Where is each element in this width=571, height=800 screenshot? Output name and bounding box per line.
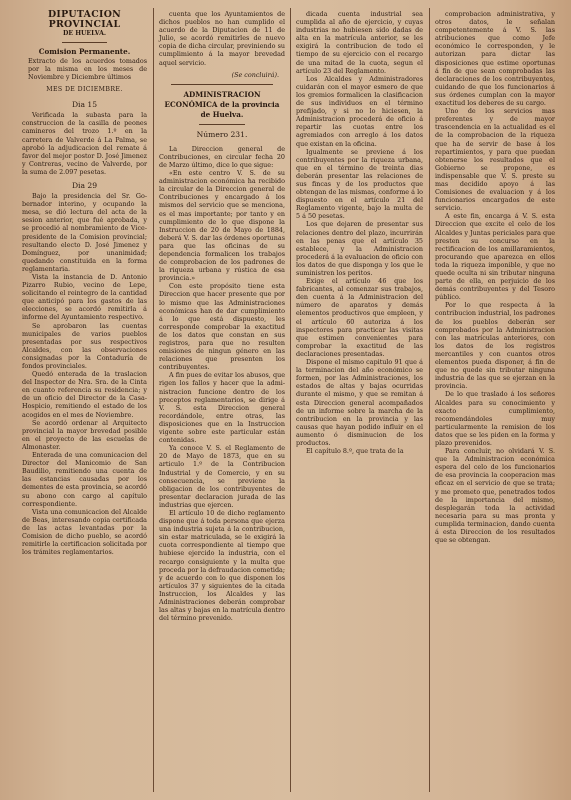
paragraph: Con este propósito tiene esta Direccion que hacer presente que por lo mismo que las Administraciones económicas han de dar cumplimiento á lo que está dispuesto, les corresponde comprobar la exactitud de los datos que constan en sus registros, para que no resulten omisiones de ningun género en las relaciones que presenten los contribuyentes.: [159, 282, 285, 372]
paragraph: Por lo que respecta á la contribucion industrial, los padrones de los pueblos deberán ser comprobados por la Administracion con las matrículas anteriores, con los datos de los registros mercantiles y con cuantos otros elementos pueda disponer, á fin de que no quede sin tributar ninguna industria de las que se ejerzan en la provincia.: [435, 301, 555, 391]
diputacion-title: DIPUTACION PROVINCIAL: [47, 10, 122, 30]
divider: [171, 84, 273, 85]
notice-number: Número 231.: [196, 129, 248, 139]
column-divider: [153, 8, 154, 792]
paragraph: Quedó enterada de la traslacion del Inspector de Nra. Sra. de la Cinta en cuanto referencia su residencia; y de un oficio del Director de la Casa-Hospicio, remitiendo el estado de los acogidos en el mes de Noviembre.: [22, 370, 147, 419]
column-divider: [290, 8, 291, 792]
paragraph: «En este centro V. S. de su administracion económica ha recibido la circular de la Direccion general de Contribuciones y encargado á los mismos del servicio que se menciona, es el mas importante; por tanto y en cumplimiento de lo que dispone la Instruccion de 20 de Mayo de 1884, deberá V. S. dar las órdenes oportunas para que las oficinas de su dependencia formalicen los trabajos de comprobacion de los padrones de la riqueza urbana y rústica de esa provincia.»: [159, 169, 285, 283]
paragraph: La Direccion general de Contribuciones, en circular fecha 20 de Marzo último, dice lo que sigue:: [159, 144, 285, 169]
paragraph: dicada cuenta industrial sea cumplida al año de ejercicio, y cuyas industrias no hubiesen sido dadas de alta en la matrícula anterior, se les exigirá la contribucion de todo el tiempo de su ejercicio con el recargo de una mitad de la cuota, segun el artículo 23 del Reglamento.: [296, 10, 423, 75]
continue-note: (Se concluirá).: [231, 70, 279, 79]
paragraph: Dispone el mismo capitulo 91 que á la terminacion del año económico se formen, por las Administraciones, los estados de altas y bajas ocurridas durante el mismo, y que se remitan á esta Direccion general acompañados de un informe sobre la marcha de la contribucion en la provincia y las causas que hayan podido influir en el aumento ó disminucion de los productos.: [296, 358, 423, 447]
paragraph: El capítulo 8.º, que trata de la: [306, 447, 404, 456]
paragraph: A fin pues de evitar los abusos, que rigen los fallos y hacer que la administracion funcione dentro de los preceptos reglamentarios, se dirige á V. S. esta Direccion general recordándole, entre otras, las disposiciones que en la Instruccion vigente sobre este particular están contenidas.: [159, 371, 285, 445]
paragraph: Bajo la presidencia del Sr. Gobernador interino, y ocupando la mesa, se dió lectura del acta de la sesion anterior, que fué aprobada, y se procedió al nombramiento de Vice-presidente de la Comision provincial; resultando electo D. José Jimenez y Domínguez, por unanimidad; quedando constituida en la forma reglamentaria.: [22, 192, 147, 273]
paragraph: Uno de los servicios mas preferentes y de mayor trascendencia en la actualidad es el de la comprobacion de la riqueza que ha de servir de base á los repartimientos, y para que puedan obtenerse los resultados que el Gobierno se propone, es indispensable que V. S. preste su mas decidido apoyo á las Comisiones de evaluacion y á los funcionarios encargados de este servicio.: [435, 107, 555, 213]
paragraph: Vista la instancia de D. Antonio Pizarro Rubio, vecino de Lepe, solicitando el reintegro de la cantidad que anticipó para los gastos de las elecciones, se acordó remitirla á informe del Ayuntamiento respectivo.: [22, 272, 147, 322]
column-4: [431, 10, 559, 794]
paragraph: Los que dejaren de presentar sus relaciones dentro del plazo, incurrirán en las penas que el artículo 35 establece, y la Administracion procederá á la evaluacion de oficio con los datos de que disponga y los que le suministren los peritos.: [296, 220, 423, 277]
paragraph: Los Alcaldes y Administradores cuidarán con el mayor esmero de que los gremios formalicen la clasificacion de sus individuos en el término prefijado, y si no lo hiciesen, la Administracion procederá de oficio á repartir las cuotas entre los agremiados con arreglo á los datos que existan en la oficina.: [296, 74, 423, 148]
paragraph: Enterada de una comunicacion del Director del Manicomio de San Baudilio, remitiendo una cuenta de las estancias causadas por los dementes de esta provincia, se acordó su abono con cargo al capítulo correspondiente.: [22, 451, 147, 508]
paragraph: Vista una comunicacion del Alcalde de Beas, interesando copia certificada de las actas levantadas por la Comision de dicho pueblo, se acordó remitirle la certificacion solicitada por los trámites reglamentarios.: [22, 507, 147, 557]
summary-text: Extracto de los acuerdos tomados por la misma en los meses de Noviembre y Diciembre últimos: [28, 57, 147, 82]
paragraph: Se acordó ordenar al Arquitecto provincial la mayor brevedad posible en el proyecto de las escuelas de Almonaster.: [22, 418, 147, 451]
paragraph: A este fin, encarga á V. S. esta Direccion que excite el celo de los Alcaldes y Juntas periciales para que presten su concurso en la rectificacion de los amillaramientos, procurando que aparezca en ellos toda la riqueza imponible, y que no quede oculta ni sin tributar ninguna parte de ella, en perjuicio de los demás contribuyentes y del Tesoro público.: [435, 212, 555, 302]
paragraph: Exige el artículo 46 que los fabricantes, al comenzar sus trabajos, den cuenta á la Administracion del número de aparatos y demás elementos productivos que empleen, y el artículo 60 autoriza á los inspectores para practicar las visitas que estimen convenientes para comprobar la exactitud de las declaraciones presentadas.: [296, 277, 423, 358]
section-heading: Comision Permanente.: [38, 47, 131, 56]
paragraph: De lo que traslado á los señores Alcaldes para su conocimiento y exacto cumplimiento, recomendándoles muy particularmente la remision de los datos que se les piden en la forma y plazo prevenidos.: [435, 390, 555, 447]
divider: [199, 124, 245, 125]
column-divider: [429, 8, 430, 792]
column-2: [155, 10, 289, 794]
day-heading: Dia 15: [71, 100, 98, 110]
diputacion-subtitle: DE HUELVA.: [62, 30, 107, 37]
section-heading: ADMINISTRACION ECONÓMICA de la provincia de Huelva.: [164, 89, 280, 119]
paragraph: Igualmente se previene á los contribuyentes por la riqueza urbana, que en el término de treinta dias deberán presentar las relaciones de sus fincas y de los productos que obtengan de las mismas, conforme á lo dispuesto en el artículo 21 del Reglamento vigente, bajo la multa de 5 á 50 pesetas.: [296, 147, 423, 221]
month-heading: MES DE DICIEMBRE.: [46, 86, 123, 94]
paragraph: comprobacion administrativa, y otros datos, le señalan competentemente á V. S. las atribuciones que como Jefe económico le corresponden, y le autorizan para dictar las disposiciones que estime oportunas á fin de que sean comprobadas las declaraciones de los contribuyentes, cuidando de que los funcionarios á sus órdenes cumplan con la mayor exactitud los deberes de su cargo.: [435, 10, 555, 108]
paragraph: Ya conoce V. S. el Reglamento de 20 de Mayo de 1873, que en su articulo 1.º de la Contribucion Industrial y de Comercio, y en su consecuencia, se previene la obligacion de los contribuyentes de presentar declaracion jurada de las industrias que ejercen.: [159, 444, 285, 509]
column-1: [18, 10, 151, 794]
paragraph: cuenta que los Ayuntamientos de dichos pueblos no han cumplido el acuerdo de la Diputacion de 11 de Julio, se acordó remitirles de nuevo copia de dicha circular, previniendo su cumplimiento á la mayor brevedad aquel servicio.: [159, 10, 285, 67]
paragraph: Verificada la subasta para la construccion de la casilla de peones camineros del trozo 1.º en la carretera de Valverde á La Palma, se aprobó la adjudicacion del remate á favor del mejor postor D. José Jimenez y Contreras, vecino de Valverde, por la suma de 2.097 pesetas.: [22, 111, 147, 176]
paragraph: Para concluir, no olvidará V. S. que la Administracion económica espera del celo de los funcionarios de esa provincia la cooperacion mas eficaz en el servicio de que se trata; y me prometo que, penetrados todos de la importancia del mismo, desplegarán toda la actividad necesaria para su mas pronta y cumplida terminacion, dando cuenta á esta Direccion de los resultados que se obtengan.: [435, 447, 555, 545]
column-3: [292, 10, 427, 794]
day-heading: Dia 29: [71, 181, 98, 191]
paragraph: Se aprobaron las cuentas municipales de varios pueblos presentadas por sus respectivos Alcaldes, con las observaciones consignadas por la Contaduría de fondos provinciales.: [22, 321, 147, 370]
paragraph: El artículo 10 de dicho reglamento dispone que á toda persona que ejerza una industria sujeta á la contribucion, sin estar matriculada, se le exigirá la cuota correspondiente al tiempo que hubiese ejercido la industria, con el recargo consiguiente y la multa que proceda por la defraudacion cometida; y de acuerdo con lo que disponen los artículos 37 y siguientes de la citada Instruccion, los Alcaldes y las Administraciones deberán comprobar las altas y bajas en la matrícula dentro del término prevenido.: [159, 508, 285, 623]
divider: [62, 42, 107, 43]
